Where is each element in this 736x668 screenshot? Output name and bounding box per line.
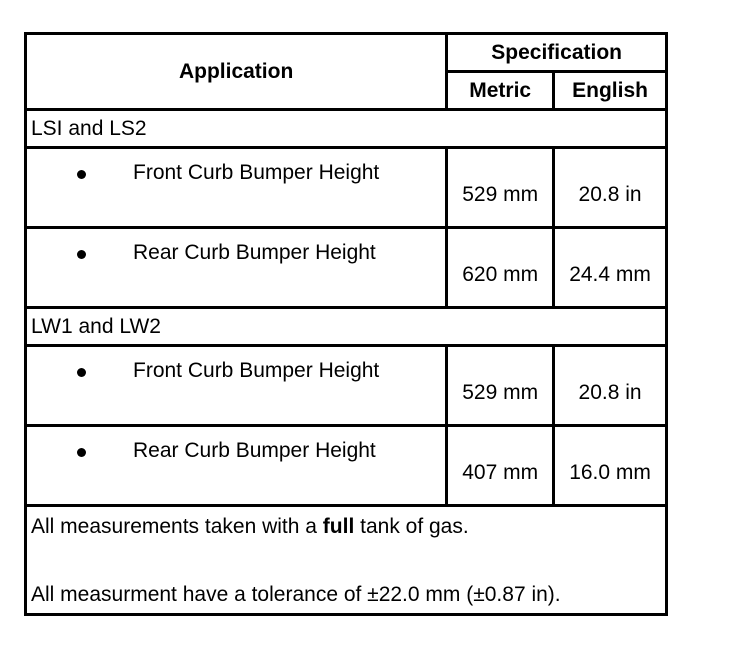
application-header: Application — [26, 34, 447, 110]
notes-row — [26, 506, 667, 615]
metric-value: 529 mm — [447, 148, 554, 228]
item-name: Front Curb Bumper Height — [133, 161, 380, 184]
table-row — [26, 148, 667, 228]
item-cell — [26, 148, 447, 228]
metric-header: Metric — [447, 72, 554, 110]
header-row — [26, 34, 667, 72]
table-row — [26, 228, 667, 308]
bullet-icon — [27, 241, 133, 265]
item-cell — [26, 346, 447, 426]
english-value: 16.0 mm — [554, 426, 667, 506]
note-tolerance: All measurment have a tolerance of ±22.0 mm (±0.87 in). — [31, 583, 561, 606]
metric-value: 529 mm — [447, 346, 554, 426]
note-full-tank: All measurements taken with a full tank of gas. — [31, 515, 469, 538]
english-value: 24.4 mm — [554, 228, 667, 308]
english-header: English — [554, 72, 667, 110]
table-row — [26, 346, 667, 426]
group-row-lw — [26, 308, 667, 346]
specification-header: Specification — [447, 34, 667, 72]
bullet-icon — [27, 439, 133, 463]
english-value: 20.8 in — [554, 346, 667, 426]
group-label: LSI and LS2 — [26, 110, 667, 148]
group-row-lsi — [26, 110, 667, 148]
metric-value: 620 mm — [447, 228, 554, 308]
english-value: 20.8 in — [554, 148, 667, 228]
item-name: Front Curb Bumper Height — [133, 359, 380, 382]
item-cell — [26, 228, 447, 308]
notes-cell — [26, 506, 667, 615]
item-name: Rear Curb Bumper Height — [133, 241, 376, 264]
metric-value: 407 mm — [447, 426, 554, 506]
bullet-icon — [27, 161, 133, 185]
specification-table — [24, 32, 668, 616]
bullet-icon — [27, 359, 133, 383]
group-label: LW1 and LW2 — [26, 308, 667, 346]
item-cell — [26, 426, 447, 506]
item-name: Rear Curb Bumper Height — [133, 439, 376, 462]
table-row — [26, 426, 667, 506]
